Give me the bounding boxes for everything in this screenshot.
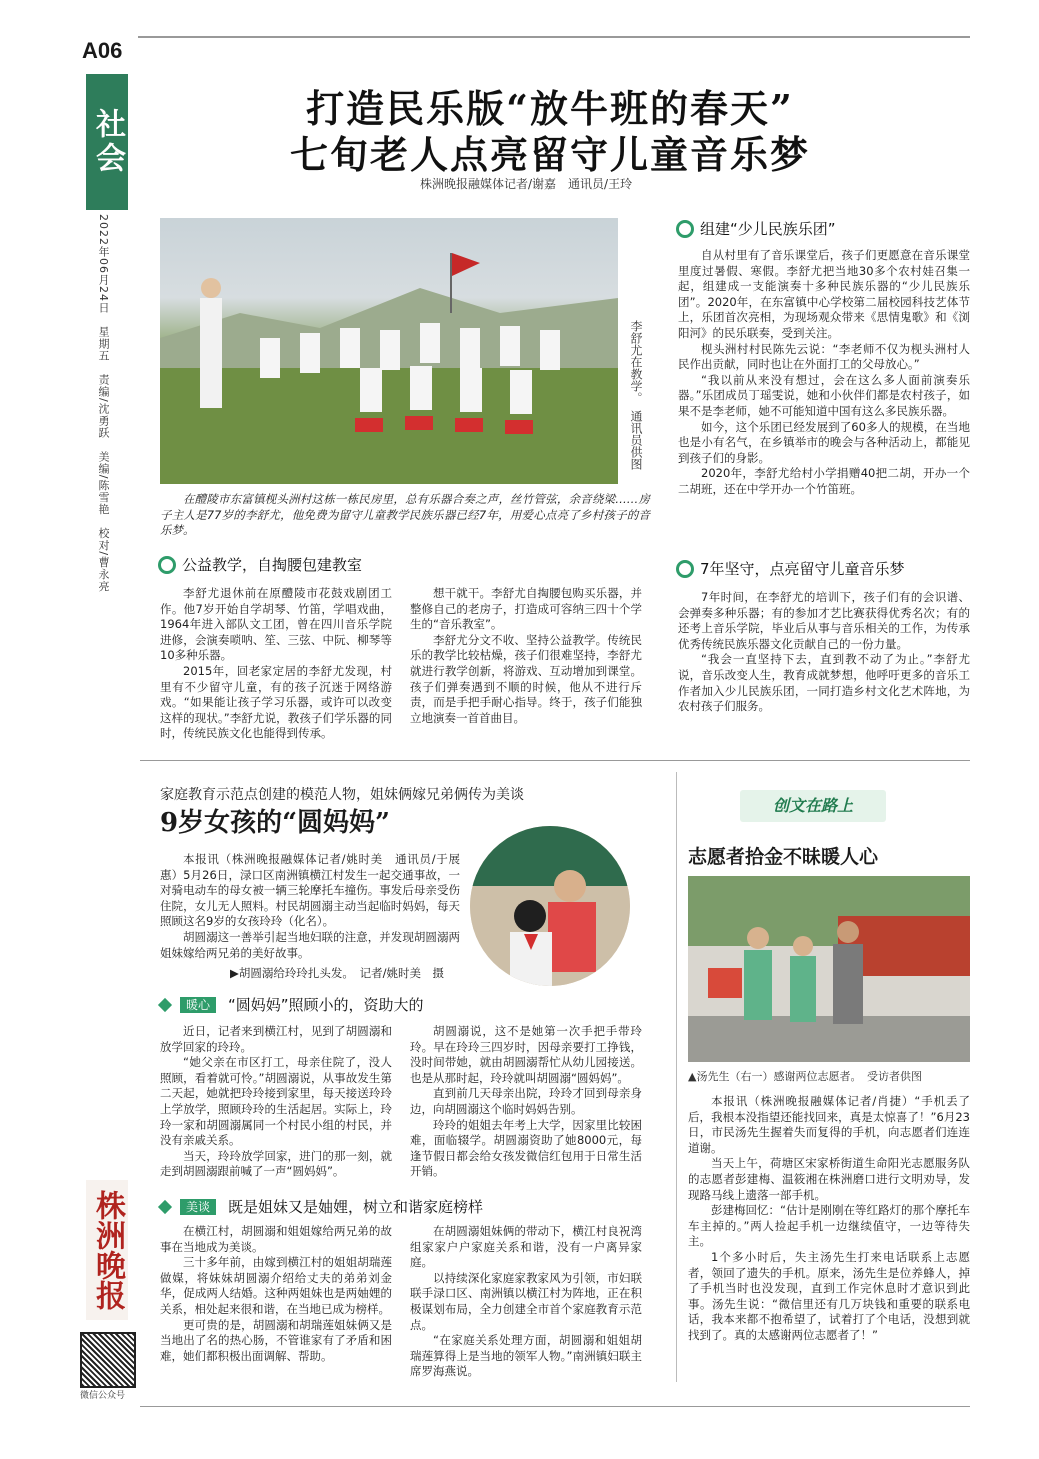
paragraph: 在横江村，胡圆溺和姐姐嫁给两兄弟的故事在当地成为美谈。 xyxy=(160,1224,392,1254)
paragraph: 以持续深化家庭家教家风为引领，市妇联联手渌口区、南洲镇以横江村为阵地，正在积极谋划布局，全力创建全市首个家庭教育示范点。 xyxy=(410,1270,642,1332)
paragraph: 1个多小时后，失主汤先生打来电话联系上志愿者，领回了遗失的手机。原来，汤先生是位养蜂人，掉了手机当时也没发现，直到工作完休息时才意识到此事。汤先生说：“微信里还有几万块钱和重要的联系电话，我本来都不抱希望了，试着打了个电话，没想到就找到了。真的太感谢两位志愿者了！” xyxy=(688,1249,970,1342)
paragraph: 近日，记者来到横江村，见到了胡圆溺和放学回家的玲玲。 xyxy=(160,1024,392,1054)
paragraph: 如今，这个乐团已经发展到了60多人的规模，在当地也是小有名气，在乡镇举市的晚会与各种活动上，都能见到孩子们的身影。 xyxy=(678,419,970,465)
lead-subhead-3-text: 7年坚守，点亮留守儿童音乐梦 xyxy=(700,560,905,578)
column-divider xyxy=(676,772,677,1382)
story2-sub2-col1 xyxy=(160,1224,392,1364)
section-divider xyxy=(140,760,970,761)
bullet-ring-icon xyxy=(676,220,694,238)
paragraph: 当天上午，荷塘区宋家桥街道生命阳光志愿服务队的志愿者彭建梅、温筱湘在株洲磨口进行文明劝导，发现路马线上遗落一部手机。 xyxy=(688,1156,970,1202)
diamond-icon xyxy=(158,1199,172,1213)
paragraph: “她父亲在市区打工，母亲住院了，没人照顾，看着就可怜。”胡圆溺说，从事故发生第二天起，她就把玲玲接到家里，每天接送玲玲上学放学，照顾玲玲的生活起居。实际上，玲玲一家和胡圆溺属同一个村民小组的村民，并没有亲戚关系。 xyxy=(160,1055,392,1148)
lead-sub2-body xyxy=(678,248,970,498)
lead-byline: 株洲晚报融媒体记者/谢嘉 通讯员/王玲 xyxy=(420,177,633,191)
story2-subhead-1 xyxy=(160,994,424,1015)
date-meta: 2022年06月24日 星期五 责编/沈勇跃 美编/陈雪艳 校对/曹永亮 xyxy=(97,214,110,593)
lead-headline-line2: 七旬老人点亮留守儿童音乐梦 xyxy=(289,132,810,177)
paragraph: 直到前几天母亲出院，玲玲才回到母亲身边，向胡圆溺这个临时妈妈告别。 xyxy=(410,1086,642,1116)
tag-label: 美谈 xyxy=(180,1199,216,1215)
top-rule xyxy=(138,36,970,38)
paragraph: “在家庭关系处理方面，胡圆溺和姐姐胡瑞莲算得上是当地的领军人物。”南洲镇妇联主席罗海燕说。 xyxy=(410,1333,642,1379)
story3-body xyxy=(688,1094,970,1344)
story2-subhead-2-text: 既是姐妹又是妯娌，树立和谐家庭榜样 xyxy=(228,1198,484,1216)
story2-headline: 9岁女孩的“圆妈妈” xyxy=(160,808,391,838)
paragraph: 本报讯（株洲晚报融媒体记者/姚时美 通讯员/于展惠）5月26日，渌口区南洲镇横江村发生一起交通事故，一对骑电动车的母女被一辆三轮摩托车撞伤。事发后母亲受伤住院，女儿无人照料。村民胡圆溺主动当起临时妈妈，每天照顾这名9岁的女孩玲玲（化名）。 xyxy=(160,852,460,929)
bullet-ring-icon xyxy=(158,556,176,574)
tag-label: 暖心 xyxy=(180,997,216,1013)
story3-photo xyxy=(688,876,970,1062)
orchestra-photo-illustration xyxy=(160,218,618,484)
story3-headline: 志愿者拾金不昧暖人心 xyxy=(688,846,879,868)
story2-subhead-2 xyxy=(160,1196,483,1217)
story2-sub2-col2 xyxy=(410,1224,642,1380)
paragraph: 李舒尤退休前在原醴陵市花鼓戏剧团工作。他7岁开始自学胡琴、竹笛，学唱戏曲，1964年进入部队文工团，曾在四川音乐学院进修，会演奏唢呐、笙、三弦、中阮、柳琴等10多种乐器。 xyxy=(160,586,392,663)
bullet-ring-icon xyxy=(676,560,694,578)
paragraph: 李舒尤分文不收、坚持公益教学。传统民乐的教学比较枯燥，孩子们很难坚持，李舒尤就进行教学创新，将游戏、互动增加到课堂。孩子们弹奏遇到不顺的时候，他从不进行斥责，而是手把手耐心指导。终于，孩子们能独立地演奏一首首曲目。 xyxy=(410,632,642,725)
story3-photo-caption: ▲汤先生（右一）感谢两位志愿者。 受访者供图 xyxy=(688,1070,922,1083)
paragraph: 本报讯（株洲晚报融媒体记者/肖捷）“手机丢了后，我根本没指望还能找回来，真是太惊喜了！”6月23日，市民汤先生握着失而复得的手机，向志愿者们连连道谢。 xyxy=(688,1094,970,1155)
paragraph: “我会一直坚持下去，直到教不动了为止。”李舒尤说，音乐改变人生，教育成就梦想，他呼吁更多的音乐工作者加入少儿民族乐团，一同打造乡村文化艺术阵地，为农村孩子们服务。 xyxy=(678,652,970,714)
paragraph: 当天，玲玲放学回家，进门的那一刻，就走到胡圆溺跟前喊了一声“圆妈妈”。 xyxy=(160,1148,392,1179)
paragraph: 2020年，李舒尤给村小学捐赠40把二胡，开办一个二胡班，还在中学开办一个竹笛班。 xyxy=(678,466,970,496)
story2-intro xyxy=(160,852,460,961)
lead-sub1-col1 xyxy=(160,586,392,742)
page-number: A06 xyxy=(82,38,123,63)
story2-sub1-col1 xyxy=(160,1024,392,1180)
lead-sub1-col2 xyxy=(410,586,642,726)
lead-subhead-3 xyxy=(676,558,905,579)
lead-photo-caption: 在醴陵市东富镇枧头洲村这栋一栋民房里，总有乐器合奏之声，丝竹管弦，余音绕梁……房子主人是77岁的李舒尤，他免费为留守儿童教学民族乐器已经7年，用爱心点亮了乡村孩子的音乐梦。 xyxy=(160,492,650,538)
paragraph: 想干就干。李舒尤自掏腰包购买乐器，并整修自己的老房子，打造成可容纳三四十个学生的“音乐教室”。 xyxy=(410,586,642,632)
paragraph: 三十多年前，由嫁到横江村的姐姐胡瑞莲做媒，将妹妹胡圆溺介绍给丈夫的弟弟刘金华，促成两人结婚。这种两姐妹也是两妯娌的关系，相处起来很和谐，在当地已成为榜样。 xyxy=(160,1255,392,1316)
paragraph: 彭建梅回忆：“估计是刚刚在等红路灯的那个摩托车车主掉的。”两人捡起手机一边继续值守，一边等待失主。 xyxy=(688,1203,970,1249)
story2-sub1-col2 xyxy=(410,1024,642,1180)
lead-sub3-body xyxy=(678,590,970,715)
newspaper-logo: 株洲晚报 xyxy=(86,1180,128,1320)
lead-photo-side-caption: 李舒尤在教学。 通讯员供图 xyxy=(629,320,643,470)
story2-photo-caption: ▶胡圆溺给玲玲扎头发。 记者/姚时美 摄 xyxy=(230,966,444,980)
bottom-rule xyxy=(140,1406,970,1407)
story2-photo xyxy=(470,826,630,986)
qr-label: 微信公众号 xyxy=(80,1391,126,1401)
story2-subhead-1-text: “圆妈妈”照顾小的，资助大的 xyxy=(228,996,424,1014)
paragraph: 玲玲的姐姐去年考上大学，因家里比较困难，面临辍学。胡圆溺资助了她8000元，每逢节假日都会给女孩发微信红包用于日常生活开销。 xyxy=(410,1117,642,1179)
qr-code-icon[interactable] xyxy=(80,1332,136,1388)
lead-subhead-1 xyxy=(158,554,362,575)
paragraph: 胡圆溺说，这不是她第一次手把手带玲玲。早在玲玲三四岁时，因母亲要打工挣钱，没时间带她，就由胡圆溺帮忙从幼儿园接送。也是从那时起，玲玲就叫胡圆溺“圆妈妈”。 xyxy=(410,1024,642,1085)
section-tab: 社会 xyxy=(86,74,128,210)
paragraph: 7年时间，在李舒尤的培训下，孩子们有的会识谱、会弹奏多种乐器；有的参加才艺比赛获得优秀名次；有的还考上音乐学院，毕业后从事与音乐相关的工作，为传承优秀传统民族乐器文化贡献自己的一份力量。 xyxy=(678,590,970,651)
diamond-icon xyxy=(158,997,172,1011)
paragraph: 在胡圆溺姐妹俩的带动下，横江村良祝湾组家家户户家庭关系和谐，没有一户离异家庭。 xyxy=(410,1224,642,1270)
girl-photo-illustration xyxy=(470,826,630,986)
paragraph: 胡圆溺这一善举引起当地妇联的注意，并发现胡圆溺两姐妹嫁给两兄弟的美好故事。 xyxy=(160,929,460,960)
campaign-badge: 创文在路上 xyxy=(740,790,886,822)
story2-kicker: 家庭教育示范点创建的模范人物，姐妹俩嫁兄弟俩传为美谈 xyxy=(160,787,524,803)
paragraph: “我以前从来没有想过，会在这么多人面前演奏乐器。”乐团成员丁瑶雯说，她和小伙伴们都是农村孩子，如果不是李老师，她不可能知道中国有这么多民族乐器。 xyxy=(678,372,970,418)
paragraph: 2015年，回老家定居的李舒尤发现，村里有不少留守儿童，有的孩子沉迷于网络游戏。“如果能让孩子学习乐器，或许可以改变这样的现状。”李舒尤说，教孩子们学乐器的同时，传统民族文化也能得到传承。 xyxy=(160,663,392,741)
paragraph: 枧头洲村村民陈先云说：“李老师不仅为枧头洲村人民作出贡献，同时也让在外面打工的父母放心。” xyxy=(678,341,970,372)
lead-headline-line1: 打造民乐版“放牛班的春天” xyxy=(306,86,794,131)
volunteers-photo-illustration xyxy=(688,876,970,1062)
lead-subhead-1-text: 公益教学，自掏腰包建教室 xyxy=(182,556,363,574)
paragraph: 更可贵的是，胡圆溺和胡瑞莲姐妹俩又是当地出了名的热心肠，不管谁家有了矛盾和困难，她们都积极出面调解、帮助。 xyxy=(160,1317,392,1363)
paragraph: 自从村里有了音乐课堂后，孩子们更愿意在音乐课堂里度过暑假、寒假。李舒尤把当地30多个农村娃召集一起，组建成一支能演奏十多种民族乐器的“少儿民族乐团”。2020年，在东富镇中心学校第二届校园科技艺体节上，乐团首次亮相，为现场观众带来《思情鬼歌》和《浏阳河》的民乐联奏，受到关注。 xyxy=(678,248,970,340)
lead-photo xyxy=(160,218,618,484)
lead-subhead-2 xyxy=(676,218,836,239)
lead-subhead-2-text: 组建“少儿民族乐团” xyxy=(700,220,836,238)
